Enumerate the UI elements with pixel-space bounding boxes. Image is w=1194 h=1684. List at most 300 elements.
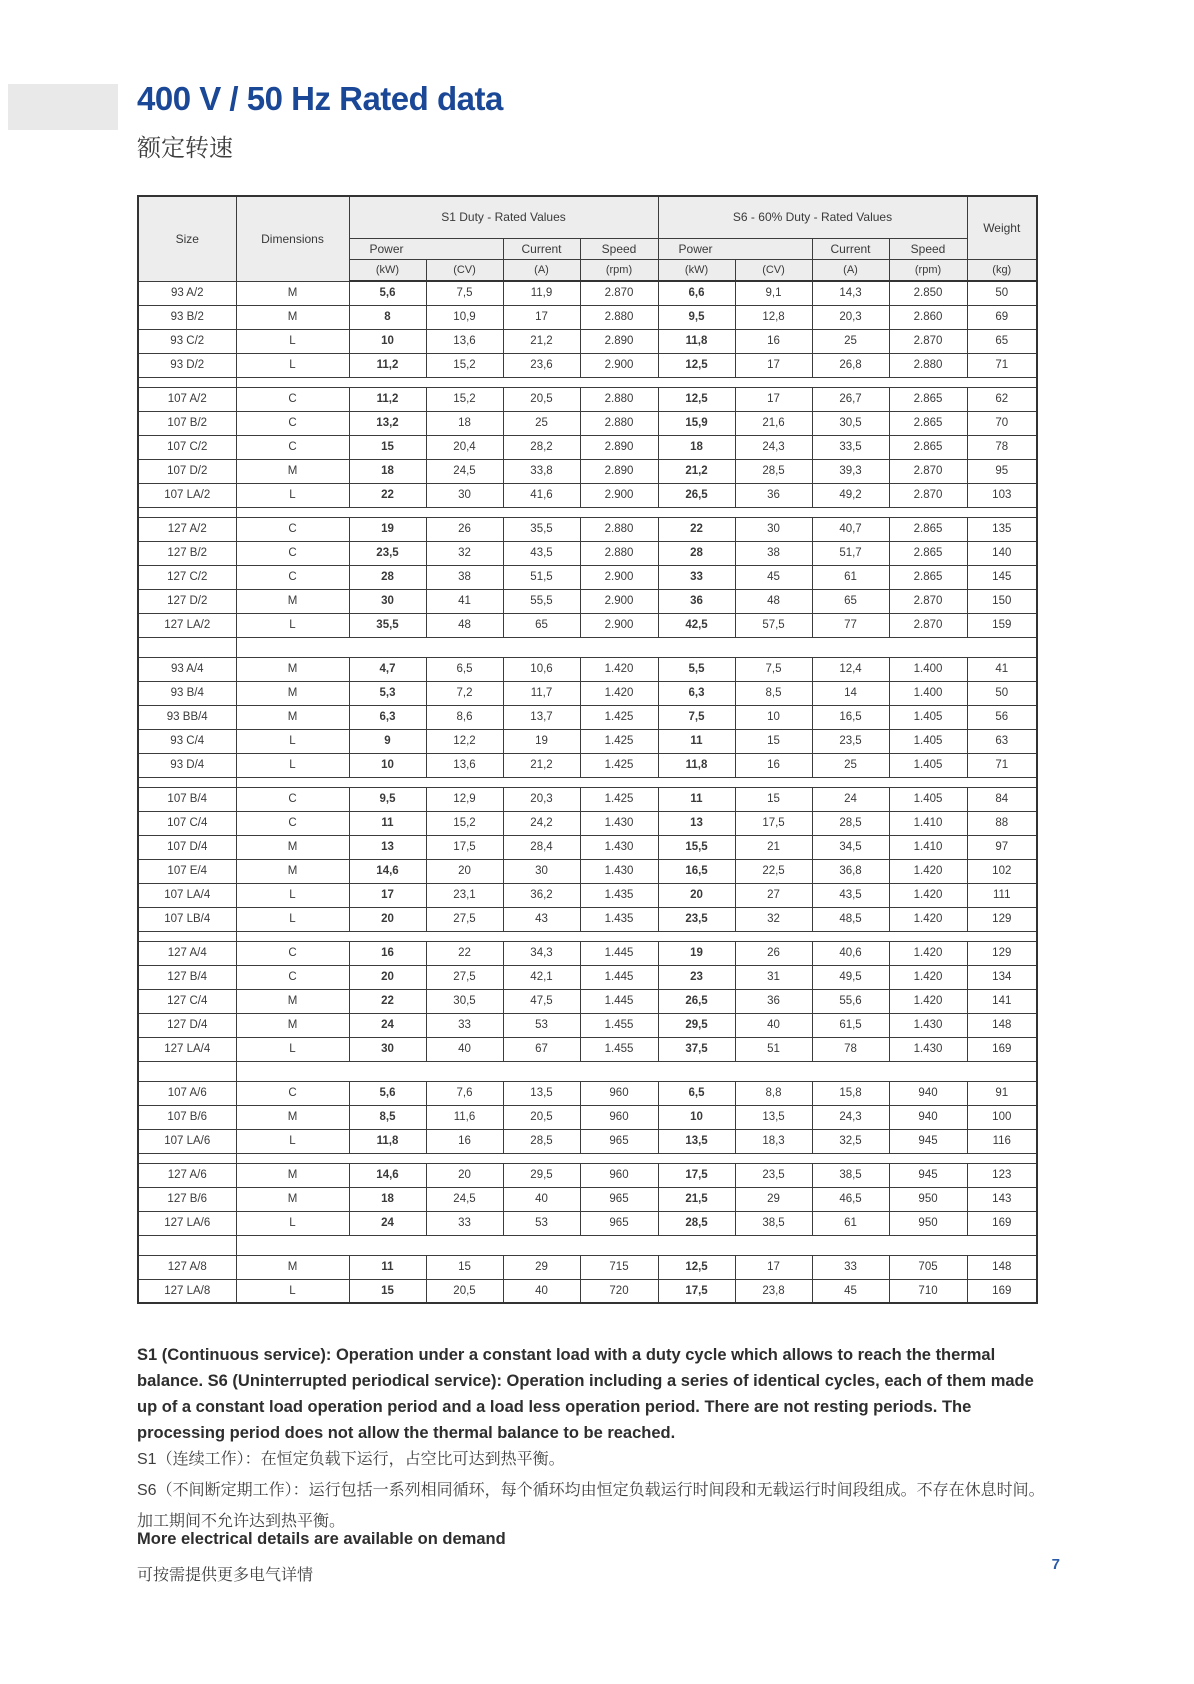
cell-s6_cv: 17,5 xyxy=(735,811,812,835)
cell-dimensions: L xyxy=(236,907,349,931)
cell-s6_rpm: 1.405 xyxy=(889,753,967,777)
cell-weight: 148 xyxy=(967,1255,1037,1279)
cell-dimensions: M xyxy=(236,305,349,329)
cell-s6_rpm: 2.870 xyxy=(889,483,967,507)
cell-s6_a: 40,6 xyxy=(812,941,889,965)
cell-s1_a: 65 xyxy=(503,613,580,637)
cell-s1_a: 28,2 xyxy=(503,435,580,459)
cell-s6_a: 38,5 xyxy=(812,1163,889,1187)
cell-s1_kw: 17 xyxy=(349,883,426,907)
table-row xyxy=(138,1105,1037,1129)
cell-s1_a: 40 xyxy=(503,1279,580,1303)
cell-s6_kw: 36 xyxy=(658,589,735,613)
cell-s6_kw: 11,8 xyxy=(658,753,735,777)
cell-s1_rpm: 965 xyxy=(580,1211,658,1235)
cell-s6_a: 25 xyxy=(812,329,889,353)
cell-s1_a: 20,3 xyxy=(503,787,580,811)
cell-s1_rpm: 960 xyxy=(580,1105,658,1129)
page-subtitle-zh: 额定转速 xyxy=(137,135,233,162)
header-s6-speed: Speed xyxy=(889,238,967,259)
cell-dimensions: C xyxy=(236,517,349,541)
cell-dimensions: L xyxy=(236,353,349,377)
table-row xyxy=(138,787,1037,811)
cell-dimensions: L xyxy=(236,729,349,753)
cell-s6_kw: 20 xyxy=(658,883,735,907)
table-row xyxy=(138,1279,1037,1303)
cell-s6_kw: 5,5 xyxy=(658,657,735,681)
cell-dimensions: M xyxy=(236,705,349,729)
cell-s6_rpm: 1.430 xyxy=(889,1013,967,1037)
cell-s6_rpm: 2.860 xyxy=(889,305,967,329)
cell-weight: 84 xyxy=(967,787,1037,811)
separator-cell xyxy=(236,377,1037,387)
cell-s6_a: 33 xyxy=(812,1255,889,1279)
cell-s1_a: 41,6 xyxy=(503,483,580,507)
cell-s1_cv: 15,2 xyxy=(426,811,503,835)
cell-s1_cv: 48 xyxy=(426,613,503,637)
table-header xyxy=(138,196,1037,281)
cell-s6_kw: 13,5 xyxy=(658,1129,735,1153)
cell-s6_kw: 33 xyxy=(658,565,735,589)
cell-s1_a: 21,2 xyxy=(503,329,580,353)
cell-dimensions: M xyxy=(236,1255,349,1279)
separator-cell xyxy=(138,637,236,657)
table-row xyxy=(138,681,1037,705)
cell-dimensions: C xyxy=(236,387,349,411)
cell-size: 127 B/6 xyxy=(138,1187,236,1211)
cell-s6_a: 20,3 xyxy=(812,305,889,329)
cell-s6_kw: 42,5 xyxy=(658,613,735,637)
table-row xyxy=(138,835,1037,859)
cell-size: 107 A/2 xyxy=(138,387,236,411)
cell-s1_kw: 13,2 xyxy=(349,411,426,435)
cell-weight: 100 xyxy=(967,1105,1037,1129)
cell-s1_cv: 15 xyxy=(426,1255,503,1279)
cell-s6_a: 28,5 xyxy=(812,811,889,835)
cell-dimensions: C xyxy=(236,565,349,589)
cell-s6_a: 24 xyxy=(812,787,889,811)
cell-size: 107 D/2 xyxy=(138,459,236,483)
cell-s6_rpm: 2.865 xyxy=(889,387,967,411)
cell-weight: 169 xyxy=(967,1037,1037,1061)
cell-size: 127 A/4 xyxy=(138,941,236,965)
cell-size: 127 B/2 xyxy=(138,541,236,565)
cell-s6_cv: 40 xyxy=(735,1013,812,1037)
header-size: Size xyxy=(138,196,236,281)
cell-s6_cv: 24,3 xyxy=(735,435,812,459)
cell-s6_a: 61,5 xyxy=(812,1013,889,1037)
cell-s6_a: 46,5 xyxy=(812,1187,889,1211)
cell-dimensions: C xyxy=(236,435,349,459)
cell-s6_cv: 13,5 xyxy=(735,1105,812,1129)
cell-s6_cv: 51 xyxy=(735,1037,812,1061)
cell-s6_kw: 13 xyxy=(658,811,735,835)
cell-s6_kw: 15,5 xyxy=(658,835,735,859)
cell-s1_kw: 8 xyxy=(349,305,426,329)
cell-s1_kw: 9 xyxy=(349,729,426,753)
cell-s1_cv: 27,5 xyxy=(426,907,503,931)
cell-weight: 50 xyxy=(967,681,1037,705)
cell-s1_a: 35,5 xyxy=(503,517,580,541)
unit-s6-cv: (CV) xyxy=(735,259,812,281)
cell-s6_rpm: 2.865 xyxy=(889,541,967,565)
cell-weight: 169 xyxy=(967,1279,1037,1303)
cell-s6_kw: 29,5 xyxy=(658,1013,735,1037)
cell-s1_cv: 20 xyxy=(426,859,503,883)
cell-s6_a: 48,5 xyxy=(812,907,889,931)
table-row xyxy=(138,883,1037,907)
cell-size: 107 LA/6 xyxy=(138,1129,236,1153)
cell-s1_kw: 30 xyxy=(349,589,426,613)
cell-s1_cv: 33 xyxy=(426,1211,503,1235)
cell-s6_rpm: 1.400 xyxy=(889,681,967,705)
cell-s6_kw: 7,5 xyxy=(658,705,735,729)
cell-s1_a: 33,8 xyxy=(503,459,580,483)
cell-s1_a: 20,5 xyxy=(503,387,580,411)
cell-s6_a: 12,4 xyxy=(812,657,889,681)
cell-weight: 97 xyxy=(967,835,1037,859)
cell-dimensions: M xyxy=(236,1187,349,1211)
cell-s1_kw: 11,2 xyxy=(349,387,426,411)
cell-s1_rpm: 960 xyxy=(580,1163,658,1187)
cell-s1_rpm: 1.455 xyxy=(580,1013,658,1037)
table-row xyxy=(138,1129,1037,1153)
table-row xyxy=(138,989,1037,1013)
cell-s1_kw: 10 xyxy=(349,753,426,777)
cell-s6_cv: 16 xyxy=(735,753,812,777)
table-row xyxy=(138,1163,1037,1187)
cell-weight: 148 xyxy=(967,1013,1037,1037)
cell-s1_a: 10,6 xyxy=(503,657,580,681)
cell-s6_a: 45 xyxy=(812,1279,889,1303)
cell-s1_kw: 24 xyxy=(349,1211,426,1235)
cell-s1_rpm: 1.435 xyxy=(580,907,658,931)
cell-s6_kw: 22 xyxy=(658,517,735,541)
cell-s1_rpm: 965 xyxy=(580,1129,658,1153)
table-row xyxy=(138,1187,1037,1211)
note-s1-s6-english xyxy=(137,1342,1047,1446)
cell-weight: 102 xyxy=(967,859,1037,883)
cell-s6_a: 61 xyxy=(812,1211,889,1235)
header-s1-speed: Speed xyxy=(580,238,658,259)
more-details-english: More electrical details are available on demand xyxy=(137,1530,506,1548)
cell-s1_rpm: 2.900 xyxy=(580,589,658,613)
cell-s1_a: 23,6 xyxy=(503,353,580,377)
cell-weight: 56 xyxy=(967,705,1037,729)
table-row xyxy=(138,517,1037,541)
cell-s1_a: 11,7 xyxy=(503,681,580,705)
cell-size: 107 LB/4 xyxy=(138,907,236,931)
cell-s6_rpm: 2.870 xyxy=(889,589,967,613)
cell-s1_rpm: 1.430 xyxy=(580,835,658,859)
cell-s1_cv: 32 xyxy=(426,541,503,565)
separator-cell xyxy=(236,777,1037,787)
cell-s1_rpm: 2.870 xyxy=(580,281,658,305)
cell-s6_kw: 6,3 xyxy=(658,681,735,705)
cell-s1_kw: 11,2 xyxy=(349,353,426,377)
cell-s1_kw: 9,5 xyxy=(349,787,426,811)
cell-s1_rpm: 1.455 xyxy=(580,1037,658,1061)
cell-s6_kw: 21,5 xyxy=(658,1187,735,1211)
cell-size: 127 D/2 xyxy=(138,589,236,613)
note-s1-zh: S1（连续工作）：在恒定负载下运行，占空比可达到热平衡。 xyxy=(137,1451,565,1468)
unit-s1-kw: (kW) xyxy=(349,259,426,281)
cell-s6_rpm: 950 xyxy=(889,1211,967,1235)
table-row xyxy=(138,459,1037,483)
cell-s6_rpm: 2.870 xyxy=(889,329,967,353)
cell-s6_kw: 26,5 xyxy=(658,989,735,1013)
cell-s1_rpm: 2.890 xyxy=(580,329,658,353)
cell-s6_a: 32,5 xyxy=(812,1129,889,1153)
cell-s6_cv: 45 xyxy=(735,565,812,589)
cell-s6_cv: 22,5 xyxy=(735,859,812,883)
table-row xyxy=(138,907,1037,931)
cell-s1_kw: 11 xyxy=(349,811,426,835)
cell-s6_a: 78 xyxy=(812,1037,889,1061)
cell-s1_kw: 22 xyxy=(349,483,426,507)
cell-s6_cv: 8,5 xyxy=(735,681,812,705)
cell-s6_a: 65 xyxy=(812,589,889,613)
cell-s6_kw: 15,9 xyxy=(658,411,735,435)
separator-row xyxy=(138,777,1037,787)
cell-weight: 159 xyxy=(967,613,1037,637)
cell-s1_a: 43 xyxy=(503,907,580,931)
cell-size: 127 LA/2 xyxy=(138,613,236,637)
separator-row xyxy=(138,637,1037,657)
cell-s6_a: 55,6 xyxy=(812,989,889,1013)
cell-s1_kw: 11 xyxy=(349,1255,426,1279)
cell-size: 127 B/4 xyxy=(138,965,236,989)
cell-size: 107 A/6 xyxy=(138,1081,236,1105)
cell-s1_kw: 8,5 xyxy=(349,1105,426,1129)
cell-weight: 145 xyxy=(967,565,1037,589)
cell-s6_a: 34,5 xyxy=(812,835,889,859)
cell-s6_kw: 12,5 xyxy=(658,353,735,377)
cell-weight: 62 xyxy=(967,387,1037,411)
separator-cell xyxy=(138,1061,236,1081)
table-row xyxy=(138,329,1037,353)
header-s1-group: S1 Duty - Rated Values xyxy=(349,196,658,238)
cell-dimensions: M xyxy=(236,859,349,883)
cell-s6_kw: 18 xyxy=(658,435,735,459)
cell-s6_rpm: 2.870 xyxy=(889,613,967,637)
cell-s1_rpm: 720 xyxy=(580,1279,658,1303)
cell-size: 93 A/4 xyxy=(138,657,236,681)
cell-s1_cv: 17,5 xyxy=(426,835,503,859)
cell-size: 127 LA/8 xyxy=(138,1279,236,1303)
table-row xyxy=(138,565,1037,589)
cell-s6_cv: 17 xyxy=(735,353,812,377)
cell-size: 93 D/2 xyxy=(138,353,236,377)
cell-s6_rpm: 2.880 xyxy=(889,353,967,377)
table-row xyxy=(138,613,1037,637)
cell-dimensions: L xyxy=(236,1037,349,1061)
cell-size: 93 C/2 xyxy=(138,329,236,353)
cell-s1_kw: 5,6 xyxy=(349,281,426,305)
cell-weight: 134 xyxy=(967,965,1037,989)
cell-s1_cv: 26 xyxy=(426,517,503,541)
cell-s6_cv: 17 xyxy=(735,1255,812,1279)
cell-weight: 140 xyxy=(967,541,1037,565)
separator-cell xyxy=(236,507,1037,517)
table-row xyxy=(138,1255,1037,1279)
cell-s1_rpm: 715 xyxy=(580,1255,658,1279)
cell-s1_a: 13,5 xyxy=(503,1081,580,1105)
cell-s6_a: 25 xyxy=(812,753,889,777)
cell-s1_a: 19 xyxy=(503,729,580,753)
cell-s1_a: 43,5 xyxy=(503,541,580,565)
cell-s6_kw: 17,5 xyxy=(658,1163,735,1187)
cell-s1_cv: 7,6 xyxy=(426,1081,503,1105)
separator-cell xyxy=(138,777,236,787)
cell-s1_cv: 30 xyxy=(426,483,503,507)
cell-s6_cv: 26 xyxy=(735,941,812,965)
cell-s6_cv: 29 xyxy=(735,1187,812,1211)
cell-s1_a: 21,2 xyxy=(503,753,580,777)
table-row xyxy=(138,353,1037,377)
cell-s1_kw: 4,7 xyxy=(349,657,426,681)
cell-weight: 71 xyxy=(967,753,1037,777)
cell-s6_cv: 7,5 xyxy=(735,657,812,681)
cell-s1_cv: 8,6 xyxy=(426,705,503,729)
cell-s6_a: 77 xyxy=(812,613,889,637)
cell-s1_rpm: 960 xyxy=(580,1081,658,1105)
cell-weight: 129 xyxy=(967,907,1037,931)
cell-s1_cv: 30,5 xyxy=(426,989,503,1013)
cell-dimensions: L xyxy=(236,1279,349,1303)
cell-s6_a: 39,3 xyxy=(812,459,889,483)
cell-s6_a: 49,2 xyxy=(812,483,889,507)
cell-s6_kw: 12,5 xyxy=(658,387,735,411)
cell-size: 93 B/2 xyxy=(138,305,236,329)
cell-dimensions: M xyxy=(236,657,349,681)
cell-dimensions: L xyxy=(236,1129,349,1153)
cell-weight: 143 xyxy=(967,1187,1037,1211)
cell-weight: 70 xyxy=(967,411,1037,435)
cell-s1_cv: 10,9 xyxy=(426,305,503,329)
separator-cell xyxy=(236,1153,1037,1163)
cell-s6_a: 26,7 xyxy=(812,387,889,411)
more-details-chinese: 可按需提供更多电气详情 xyxy=(137,1567,314,1584)
cell-dimensions: C xyxy=(236,541,349,565)
table-row xyxy=(138,541,1037,565)
header-s1-power: Power xyxy=(349,238,503,259)
cell-s6_cv: 36 xyxy=(735,483,812,507)
cell-s6_a: 15,8 xyxy=(812,1081,889,1105)
separator-row xyxy=(138,507,1037,517)
cell-weight: 111 xyxy=(967,883,1037,907)
cell-size: 127 C/2 xyxy=(138,565,236,589)
unit-s1-cv: (CV) xyxy=(426,259,503,281)
cell-s6_cv: 9,1 xyxy=(735,281,812,305)
cell-s6_kw: 10 xyxy=(658,1105,735,1129)
cell-s6_cv: 21,6 xyxy=(735,411,812,435)
cell-size: 107 C/2 xyxy=(138,435,236,459)
cell-s6_rpm: 1.420 xyxy=(889,907,967,931)
table-row xyxy=(138,859,1037,883)
cell-s1_a: 24,2 xyxy=(503,811,580,835)
cell-s6_rpm: 950 xyxy=(889,1187,967,1211)
cell-s6_cv: 32 xyxy=(735,907,812,931)
cell-s6_kw: 12,5 xyxy=(658,1255,735,1279)
header-s6-current: Current xyxy=(812,238,889,259)
cell-dimensions: L xyxy=(236,613,349,637)
cell-s6_rpm: 2.865 xyxy=(889,517,967,541)
cell-dimensions: M xyxy=(236,989,349,1013)
table-row xyxy=(138,589,1037,613)
cell-s6_a: 14 xyxy=(812,681,889,705)
cell-size: 107 LA/4 xyxy=(138,883,236,907)
cell-s1_cv: 13,6 xyxy=(426,753,503,777)
table-row xyxy=(138,305,1037,329)
unit-weight-kg: (kg) xyxy=(967,259,1037,281)
cell-s1_a: 67 xyxy=(503,1037,580,1061)
cell-s1_kw: 6,3 xyxy=(349,705,426,729)
cell-s1_kw: 19 xyxy=(349,517,426,541)
cell-s6_cv: 23,5 xyxy=(735,1163,812,1187)
cell-s1_a: 29,5 xyxy=(503,1163,580,1187)
table-row xyxy=(138,1211,1037,1235)
cell-s6_cv: 15 xyxy=(735,787,812,811)
cell-s1_cv: 20,5 xyxy=(426,1279,503,1303)
cell-s6_rpm: 1.400 xyxy=(889,657,967,681)
page-number: 7 xyxy=(1051,1556,1060,1573)
separator-cell xyxy=(138,507,236,517)
table-row xyxy=(138,811,1037,835)
cell-s1_rpm: 1.420 xyxy=(580,657,658,681)
separator-cell xyxy=(138,1235,236,1255)
cell-s6_cv: 38 xyxy=(735,541,812,565)
header-dimensions: Dimensions xyxy=(236,196,349,281)
header-s6-group: S6 - 60% Duty - Rated Values xyxy=(658,196,967,238)
cell-dimensions: L xyxy=(236,483,349,507)
cell-s6_rpm: 1.420 xyxy=(889,989,967,1013)
page-title: 400 V / 50 Hz Rated data xyxy=(137,80,503,117)
cell-s6_cv: 31 xyxy=(735,965,812,989)
cell-s6_cv: 36 xyxy=(735,989,812,1013)
separator-cell xyxy=(138,377,236,387)
cell-s1_a: 28,4 xyxy=(503,835,580,859)
cell-size: 107 D/4 xyxy=(138,835,236,859)
cell-s1_kw: 14,6 xyxy=(349,859,426,883)
cell-s6_kw: 28 xyxy=(658,541,735,565)
cell-dimensions: C xyxy=(236,811,349,835)
cell-s6_rpm: 1.410 xyxy=(889,811,967,835)
cell-s1_kw: 13 xyxy=(349,835,426,859)
cell-dimensions: C xyxy=(236,965,349,989)
table-row xyxy=(138,281,1037,305)
cell-s1_cv: 23,1 xyxy=(426,883,503,907)
cell-s1_cv: 20 xyxy=(426,1163,503,1187)
cell-s1_rpm: 2.900 xyxy=(580,483,658,507)
cell-s1_cv: 38 xyxy=(426,565,503,589)
cell-s6_cv: 27 xyxy=(735,883,812,907)
separator-cell xyxy=(138,1153,236,1163)
header-s1-current: Current xyxy=(503,238,580,259)
cell-s1_a: 28,5 xyxy=(503,1129,580,1153)
cell-dimensions: C xyxy=(236,787,349,811)
unit-s1-a: (A) xyxy=(503,259,580,281)
cell-s6_rpm: 1.420 xyxy=(889,883,967,907)
cell-s1_kw: 15 xyxy=(349,435,426,459)
unit-s6-a: (A) xyxy=(812,259,889,281)
cell-s1_rpm: 1.445 xyxy=(580,989,658,1013)
cell-s1_kw: 10 xyxy=(349,329,426,353)
cell-s1_cv: 20,4 xyxy=(426,435,503,459)
cell-s6_rpm: 1.420 xyxy=(889,941,967,965)
cell-weight: 88 xyxy=(967,811,1037,835)
cell-weight: 123 xyxy=(967,1163,1037,1187)
